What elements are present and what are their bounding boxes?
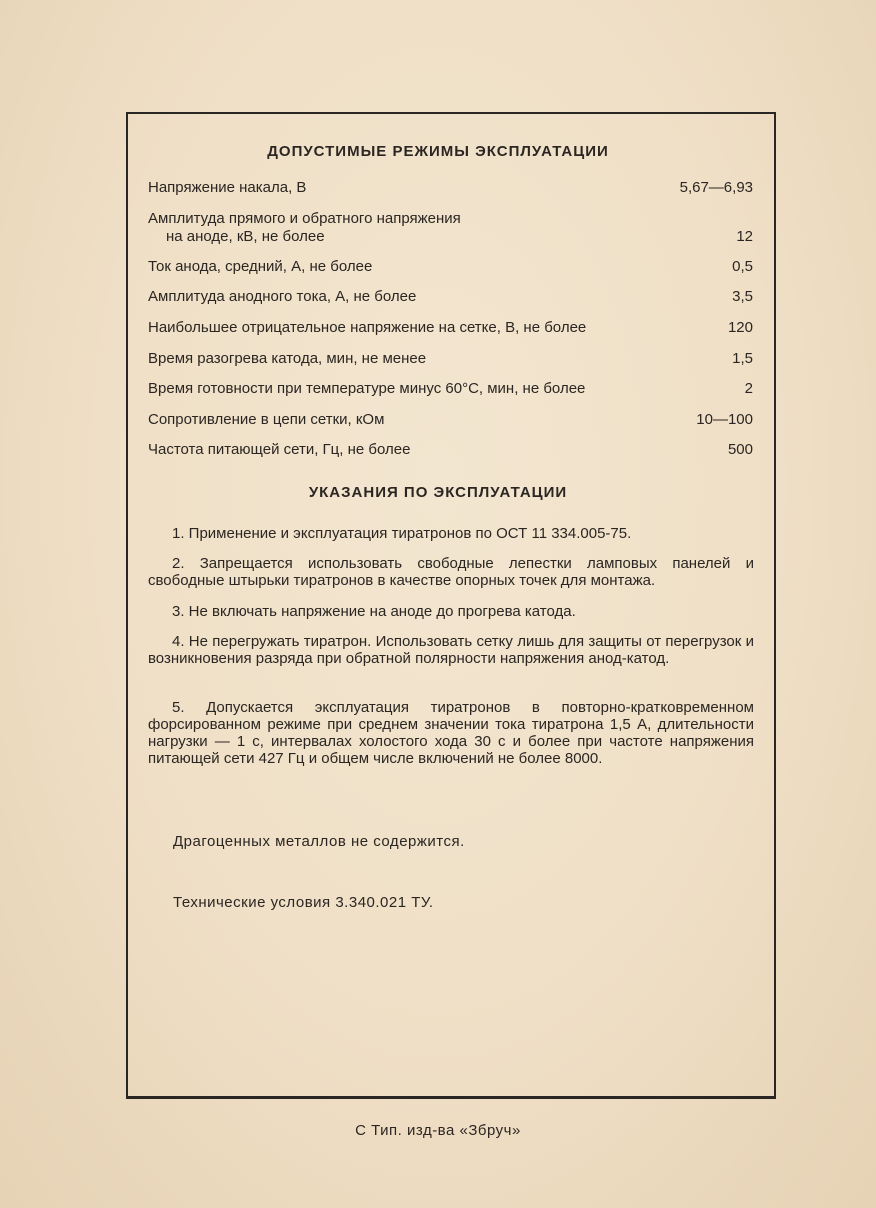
instruction-item-4: 4. Не перегружать тиратрон. Использовать сетку лишь для защиты от перегрузок и возникновения разряда при обратной полярности напряжения анод-катод. (148, 633, 754, 667)
instruction-item-1: 1. Применение и эксплуатация тиратронов по ОСТ 11 334.005-75. (172, 525, 632, 542)
param-value-heater-voltage: 5,67—6,93 (679, 179, 753, 196)
instruction-item-2: 2. Запрещается использовать свободные лепестки ламповых панелей и свободные штырьки тиратронов в качестве опорных точек для монтажа. (148, 555, 754, 589)
param-label-heater-voltage: Напряжение накала, В (148, 179, 307, 196)
param-value-mains-frequency: 500 (727, 441, 753, 458)
param-value-grid-resistance: 10—100 (696, 411, 753, 428)
precious-metals-note: Драгоценных металлов не содержится. (173, 833, 465, 850)
instruction-item-5: 5. Допускается эксплуатация тиратронов в повторно-кратковременном форсированном режиме при среднем значении тока тиратрона 1,5 А, длительности нагрузки — 1 с, интервалах холостого хода 30 с и более при частоте напряжения питающей сети 427 Гц и общем числе включений не более 8000. (148, 699, 754, 767)
printer-footer: С Тип. изд-ва «Збруч» (355, 1122, 521, 1139)
param-label-mains-frequency: Частота питающей сети, Гц, не более (148, 441, 411, 458)
instruction-item-3: 3. Не включать напряжение на аноде до прогрева катода. (172, 603, 576, 620)
param-value-anode-current-amplitude: 3,5 (732, 288, 753, 305)
section-title-instructions: УКАЗАНИЯ ПО ЭКСПЛУАТАЦИИ (308, 484, 568, 501)
param-label-anode-current: Ток анода, средний, А, не более (148, 258, 373, 275)
param-value-cathode-warmup: 1,5 (732, 350, 753, 367)
param-label-anode-voltage: Амплитуда прямого и обратного напряжения (148, 210, 461, 227)
param-label-grid-voltage: Наибольшее отрицательное напряжение на сетке, В, не более (148, 319, 587, 336)
param-value-grid-voltage: 120 (727, 319, 753, 336)
param-label-readiness-time: Время готовности при температуре минус 60°С, мин, не более (148, 380, 586, 397)
param-value-readiness-time: 2 (744, 380, 753, 397)
technical-specs-note: Технические условия 3.340.021 ТУ. (173, 894, 434, 911)
param-label-anode-voltage-line2: на аноде, кВ, не более (166, 228, 325, 245)
param-label-grid-resistance: Сопротивление в цепи сетки, кОм (148, 411, 385, 428)
param-value-anode-voltage: 12 (736, 228, 753, 245)
param-value-anode-current: 0,5 (732, 258, 753, 275)
param-label-cathode-warmup: Время разогрева катода, мин, не менее (148, 350, 427, 367)
section-title-operating-modes: ДОПУСТИМЫЕ РЕЖИМЫ ЭКСПЛУАТАЦИИ (267, 143, 609, 160)
param-label-anode-current-amplitude: Амплитуда анодного тока, А, не более (148, 288, 417, 305)
